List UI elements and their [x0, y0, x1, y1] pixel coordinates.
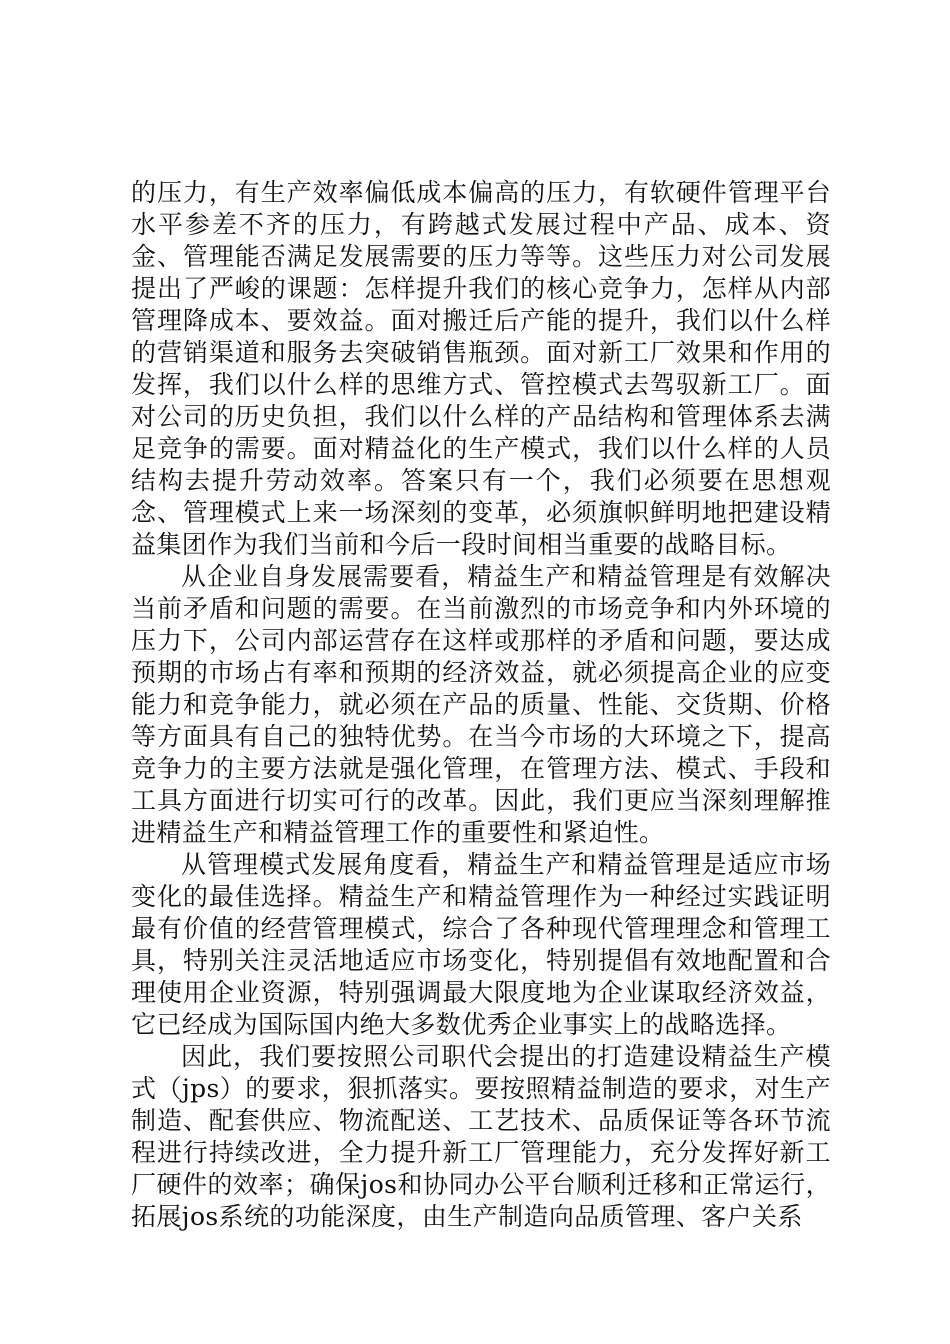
paragraph-2: 从企业自身发展需要看，精益生产和精益管理是有效解决当前矛盾和问题的需要。在当前激烈的市场竞争和内外环境的压力下，公司内部运营存在这样或那样的矛盾和问题，要达成预期的市场占有率和预期的经济效益，就必须提高企业的应变能力和竞争能力，就必须在产品的质量、性能、交货期、价格等方面具有自己的独特优势。在当今市场的大环境之下，提高竞争力的主要方法就是强化管理，在管理方法、模式、手段和工具方面进行切实可行的改革。因此，我们更应当深刻理解推进精益生产和精益管理工作的重要性和紧迫性。 — [131, 562, 831, 847]
paragraph-4: 因此，我们要按照公司职代会提出的打造建设精益生产模式（jps）的要求，狠抓落实。要按照精益制造的要求，对生产制造、配套供应、物流配送、工艺技术、品质保证等各环节流程进行持续改进，全力提升新工厂管理能力，充分发挥好新工厂硬件的效率；确保jos和协同办公平台顺利迁移和正常运行，拓展jos系统的功能深度，由生产制造向品质管理、客户关系 — [131, 1042, 831, 1231]
paragraph-3: 从管理模式发展角度看，精益生产和精益管理是适应市场变化的最佳选择。精益生产和精益管理作为一种经过实践证明最有价值的经营管理模式，综合了各种现代管理理念和管理工具，特别关注灵活地适应市场变化，特别提倡有效地配置和合理使用企业资源，特别强调最大限度地为企业谋取经济效益，它已经成为国际国内绝大多数优秀企业事实上的战略选择。 — [131, 850, 831, 1039]
paragraph-1: 的压力，有生产效率偏低成本偏高的压力，有软硬件管理平台水平参差不齐的压力，有跨越式发展过程中产品、成本、资金、管理能否满足发展需要的压力等等。这些压力对公司发展提出了严峻的课题：怎样提升我们的核心竞争力，怎样从内部管理降成本、要效益。面对搬迁后产能的提升，我们以什么样的营销渠道和服务去突破销售瓶颈。面对新工厂效果和作用的发挥，我们以什么样的思维方式、管控模式去驾驭新工厂。面对公司的历史负担，我们以什么样的产品结构和管理体系去满足竞争的需要。面对精益化的生产模式，我们以什么样的人员结构去提升劳动效率。答案只有一个，我们必须要在思想观念、管理模式上来一场深刻的变革，必须旗帜鲜明地把建设精益集团作为我们当前和今后一段时间相当重要的战略目标。 — [131, 178, 831, 559]
document-body — [131, 177, 831, 1233]
